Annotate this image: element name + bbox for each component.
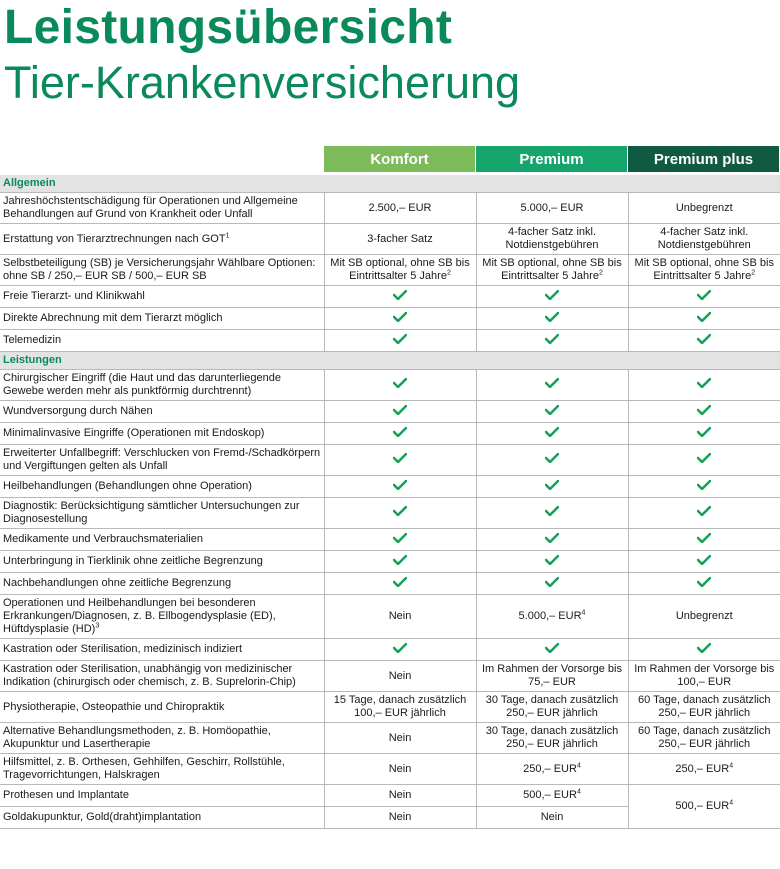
table-row [0, 639, 780, 661]
premium-value: 30 Tage, danach zusätzlich 250,– EUR jährlich [476, 692, 628, 723]
section-header-row [0, 175, 780, 193]
premium-plus-value: Mit SB optional, ohne SB bis Eintrittsalter 5 Jahre$^2$ [628, 255, 780, 286]
checkmark-icon [393, 405, 407, 415]
table-row [0, 529, 780, 551]
checkmark-icon [697, 453, 711, 463]
section-allgemein: Allgemein [0, 175, 780, 193]
table-row [0, 785, 780, 807]
footnote-marker: 1 [225, 231, 230, 239]
table-row [0, 754, 780, 785]
row-label: Selbstbeteiligung (SB) je Versicherungsjahr Wählbare Optionen: ohne SB / 250,– EUR SB / 500,– EUR SB [0, 255, 324, 286]
komfort-value: Nein [324, 661, 476, 692]
row-label: Unterbringung in Tierklinik ohne zeitliche Begrenzung [0, 551, 324, 573]
checkmark-icon [697, 577, 711, 587]
row-label: Direkte Abrechnung mit dem Tierarzt möglich [0, 308, 324, 330]
page-subtitle: Tier-Krankenversicherung [4, 57, 521, 108]
premium-value: Mit SB optional, ohne SB bis Eintrittsalter 5 Jahre$^2$ [476, 255, 628, 286]
premium-plus-value: 60 Tage, danach zusätzlich 250,– EUR jährlich [628, 692, 780, 723]
checkmark-icon [697, 334, 711, 344]
section-leistungen: Leistungen [0, 352, 780, 370]
section-header-row [0, 352, 780, 370]
table-row [0, 370, 780, 401]
premium-plus-value: 60 Tage, danach zusätzlich 250,– EUR jährlich [628, 723, 780, 754]
premium-value: 500,– EUR$^4$ [476, 785, 628, 807]
row-label: Diagnostik: Berücksichtigung sämtlicher Untersuchungen zur Diagnosestellung [0, 498, 324, 529]
row-label: Jahreshöchstentschädigung für Operationen und Allgemeine Behandlungen auf Grund von Krankheit oder Unfall [0, 193, 324, 224]
komfort-value: Mit SB optional, ohne SB bis Eintrittsalter 5 Jahre$^2$ [324, 255, 476, 286]
table-row [0, 255, 780, 286]
checkmark-icon [697, 643, 711, 653]
row-label: Operationen und Heilbehandlungen bei besonderen Erkrankungen/Diagnosen, z. B. Ellbogendysplasie (ED), Hüftdysplasie (HD)$^3$ [0, 595, 324, 639]
premium-value: 5.000,– EUR$^4$ [476, 595, 628, 639]
checkmark-icon [697, 480, 711, 490]
checkmark-icon [393, 555, 407, 565]
checkmark-icon [545, 334, 559, 344]
row-label: Kastration oder Sterilisation, medizinisch indiziert [0, 639, 324, 661]
column-header-premium: Premium [476, 146, 627, 172]
checkmark-icon [545, 427, 559, 437]
row-label: Freie Tierarzt- und Klinikwahl [0, 286, 324, 308]
checkmark-icon [545, 577, 559, 587]
checkmark-icon [393, 480, 407, 490]
premium-value: Im Rahmen der Vorsorge bis 75,– EUR [476, 661, 628, 692]
row-label: Telemedizin [0, 330, 324, 352]
checkmark-icon [545, 312, 559, 322]
table-row [0, 723, 780, 754]
footnote-marker: 3 [95, 622, 100, 630]
premium-plus-value: 4-facher Satz inkl. Notdienstgebühren [628, 224, 780, 255]
premium-plus-value: 250,– EUR$^4$ [628, 754, 780, 785]
checkmark-icon [393, 312, 407, 322]
table-row [0, 445, 780, 476]
komfort-value: Nein [324, 807, 476, 829]
checkmark-icon [545, 533, 559, 543]
premium-value: 250,– EUR$^4$ [476, 754, 628, 785]
premium-value: Nein [476, 807, 628, 829]
checkmark-icon [545, 290, 559, 300]
checkmark-icon [697, 427, 711, 437]
checkmark-icon [545, 506, 559, 516]
page-title: Leistungsübersicht [4, 1, 453, 54]
table-row [0, 423, 780, 445]
checkmark-icon [697, 506, 711, 516]
row-label: Erweiterter Unfallbegriff: Verschlucken von Fremd-/Schadkörpern und Vergiftungen gelten als Unfall [0, 445, 324, 476]
checkmark-icon [393, 577, 407, 587]
table-row [0, 193, 780, 224]
row-label: Alternative Behandlungsmethoden, z. B. Homöopathie, Akupunktur und Lasertherapie [0, 723, 324, 754]
checkmark-icon [393, 453, 407, 463]
checkmark-icon [393, 378, 407, 388]
checkmark-icon [697, 533, 711, 543]
checkmark-icon [545, 378, 559, 388]
table-row [0, 661, 780, 692]
table-row [0, 498, 780, 529]
row-label: Erstattung von Tierarztrechnungen nach GOT$^1$ [0, 224, 324, 255]
premium-plus-value: Im Rahmen der Vorsorge bis 100,– EUR [628, 661, 780, 692]
premium-plus-value: Unbegrenzt [628, 595, 780, 639]
premium-plus-value: Unbegrenzt [628, 193, 780, 224]
checkmark-icon [393, 334, 407, 344]
table-row [0, 401, 780, 423]
checkmark-icon [393, 506, 407, 516]
checkmark-icon [545, 643, 559, 653]
row-label: Medikamente und Verbrauchsmaterialien [0, 529, 324, 551]
column-header-komfort: Komfort [324, 146, 475, 172]
checkmark-icon [545, 453, 559, 463]
komfort-value: Nein [324, 723, 476, 754]
benefits-table [0, 175, 780, 829]
checkmark-icon [545, 480, 559, 490]
row-label: Hilfsmittel, z. B. Orthesen, Gehhilfen, Geschirr, Rollstühle, Tragevorrichtungen, Halskragen [0, 754, 324, 785]
table-row [0, 330, 780, 352]
komfort-value: 15 Tage, danach zusätzlich 100,– EUR jährlich [324, 692, 476, 723]
table-row [0, 476, 780, 498]
row-label: Nachbehandlungen ohne zeitliche Begrenzung [0, 573, 324, 595]
row-label: Minimalinvasive Eingriffe (Operationen mit Endoskop) [0, 423, 324, 445]
checkmark-icon [393, 533, 407, 543]
checkmark-icon [393, 427, 407, 437]
komfort-value: Nein [324, 754, 476, 785]
row-label: Kastration oder Sterilisation, unabhängig von medizinischer Indikation (chirurgisch oder chemisch, z. B. Suprelorin-Chip) [0, 661, 324, 692]
checkmark-icon [697, 290, 711, 300]
table-row [0, 595, 780, 639]
table-row [0, 573, 780, 595]
row-label: Prothesen und Implantate [0, 785, 324, 807]
row-label: Chirurgischer Eingriff (die Haut und das darunterliegende Gewebe werden mehr als punktförmig durchtrennt) [0, 370, 324, 401]
premium-plus-value: 500,– EUR$^4$ [628, 785, 780, 829]
checkmark-icon [697, 405, 711, 415]
checkmark-icon [697, 555, 711, 565]
premium-value: 30 Tage, danach zusätzlich 250,– EUR jährlich [476, 723, 628, 754]
checkmark-icon [393, 643, 407, 653]
checkmark-icon [545, 405, 559, 415]
row-label: Physiotherapie, Osteopathie und Chiropraktik [0, 692, 324, 723]
komfort-value: Nein [324, 785, 476, 807]
table-row [0, 286, 780, 308]
komfort-value: 3-facher Satz [324, 224, 476, 255]
row-label: Heilbehandlungen (Behandlungen ohne Operation) [0, 476, 324, 498]
checkmark-icon [545, 555, 559, 565]
row-label: Wundversorgung durch Nähen [0, 401, 324, 423]
row-label: Goldakupunktur, Gold(draht)implantation [0, 807, 324, 829]
premium-value: 5.000,– EUR [476, 193, 628, 224]
table-row [0, 308, 780, 330]
table-row [0, 224, 780, 255]
checkmark-icon [697, 378, 711, 388]
komfort-value: Nein [324, 595, 476, 639]
column-header-premium-plus: Premium plus [628, 146, 779, 172]
checkmark-icon [393, 290, 407, 300]
premium-value: 4-facher Satz inkl. Notdienstgebühren [476, 224, 628, 255]
checkmark-icon [697, 312, 711, 322]
table-row [0, 551, 780, 573]
table-row [0, 692, 780, 723]
komfort-value: 2.500,– EUR [324, 193, 476, 224]
